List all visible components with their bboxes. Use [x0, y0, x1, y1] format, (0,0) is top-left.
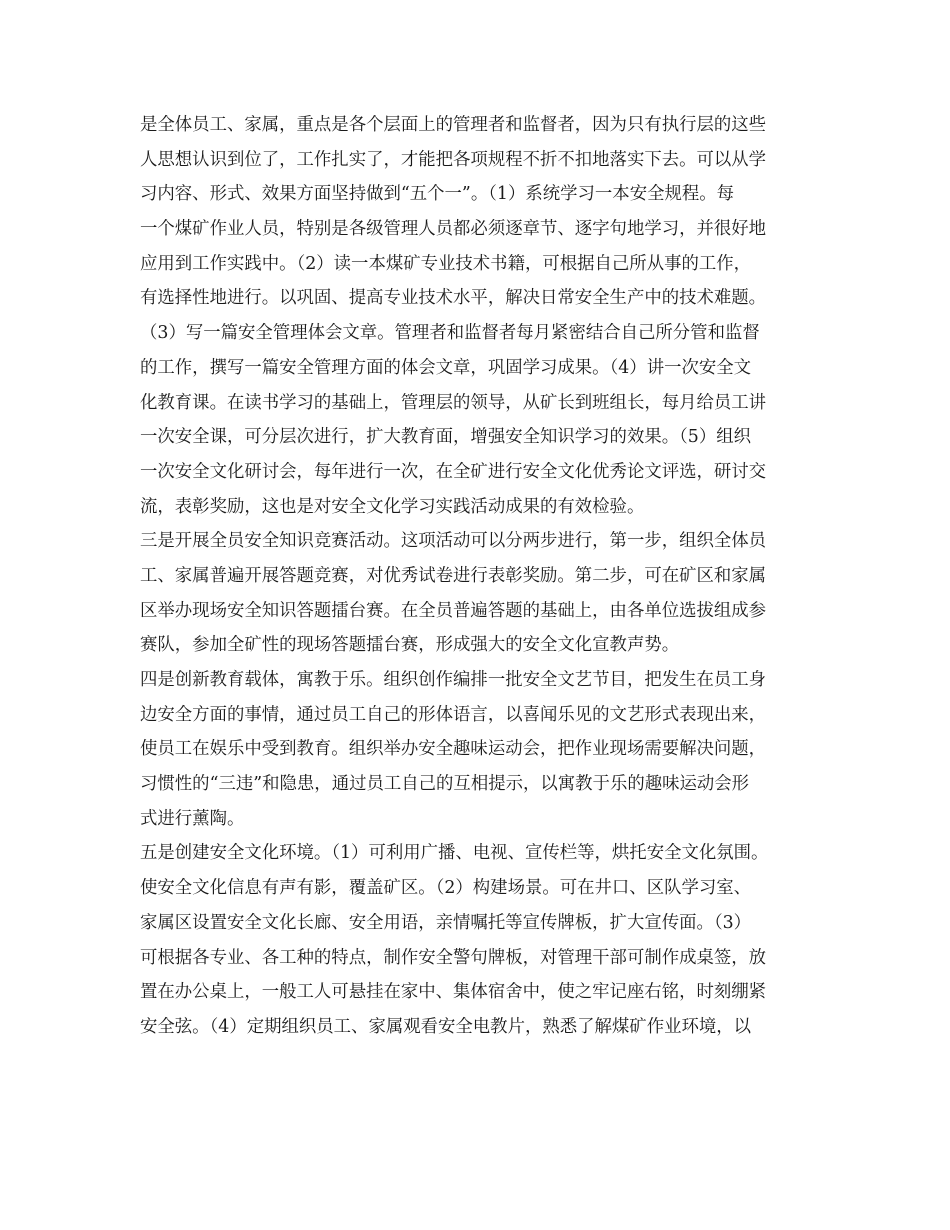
text-line: 使员工在娱乐中受到教育。组织举办安全趣味运动会，把作业现场需要解决问题，	[140, 739, 767, 760]
text-line: 的工作，撰写一篇安全管理方面的体会文章，巩固学习成果。（4）讲一次安全文	[140, 357, 752, 378]
text-line: 习惯性的“三违”和隐患，通过员工自己的互相提示，以寓教于乐的趣味运动会形	[140, 774, 750, 795]
text-line: 一次安全课，可分层次进行，扩大教育面，增强安全知识学习的效果。（5）组织	[140, 427, 752, 448]
text-line: 区举办现场安全知识答题擂台赛。在全员普遍答题的基础上，由各单位选拔组成参	[140, 600, 767, 621]
text-line: 式进行薰陶。	[140, 808, 245, 829]
text-line: 习内容、形式、效果方面坚持做到“五个一”。（1）系统学习一本安全规程。每	[140, 184, 735, 205]
text-line: 五是创建安全文化环境。（1）可利用广播、电视、宣传栏等，烘托安全文化氛围。	[140, 843, 769, 864]
text-line: 一次安全文化研讨会，每年进行一次，在全矿进行安全文化优秀论文评选，研讨交	[140, 461, 767, 482]
text-line: 流，表彰奖励，这也是对安全文化学习实践活动成果的有效检验。	[140, 496, 645, 517]
text-line: 赛队，参加全矿性的现场答题擂台赛，形成强大的安全文化宣教声势。	[140, 635, 680, 656]
text-line: 边安全方面的事情，通过员工自己的形体语言，以喜闻乐见的文艺形式表现出来，	[140, 704, 767, 725]
text-line: 家属区设置安全文化长廊、安全用语，亲情嘱托等宣传牌板，扩大宣传面。（3）	[140, 912, 752, 933]
text-line: 是全体员工、家属，重点是各个层面上的管理者和监督者，因为只有执行层的这些	[140, 115, 767, 135]
text-line: 可根据各专业、各工种的特点，制作安全警句牌板，对管理干部可制作成桌签，放	[140, 947, 767, 968]
text-line: 人思想认识到位了，工作扎实了，才能把各项规程不折不扣地落实下去。可以从学	[140, 149, 767, 170]
text-line: 工、家属普遍开展答题竞赛，对优秀试卷进行表彰奖励。第二步，可在矿区和家属	[140, 565, 767, 586]
text-line: 置在办公桌上，一般工人可悬挂在家中、集体宿舍中，使之牢记座右铭，时刻绷紧	[140, 982, 767, 1003]
text-line: 安全弦。（4）定期组织员工、家属观看安全电教片，熟悉了解煤矿作业环境，以	[140, 1016, 752, 1037]
text-line: 应用到工作实践中。（2）读一本煤矿专业技术书籍，可根据自己所从事的工作，	[140, 253, 752, 274]
text-line: 一个煤矿作业人员，特别是各级管理人员都必须逐章节、逐字句地学习，并很好地	[140, 219, 767, 240]
text-line: 有选择性地进行。以巩固、提高专业技术水平，解决日常安全生产中的技术难题。	[140, 288, 767, 309]
text-line: 化教育课。在读书学习的基础上，管理层的领导，从矿长到班组长，每月给员工讲	[140, 392, 767, 413]
text-line: 四是创新教育载体，寓教于乐。组织创作编排一批安全文艺节目，把发生在员工身	[140, 670, 767, 690]
text-line: 三是开展全员安全知识竞赛活动。这项活动可以分两步进行，第一步，组织全体员	[140, 531, 767, 552]
body-text	[140, 108, 830, 1045]
text-line: （3）写一篇安全管理体会文章。管理者和监督者每月紧密结合自己所分管和监督	[140, 323, 760, 344]
text-line: 使安全文化信息有声有影，覆盖矿区。（2）构建场景。可在井口、区队学习室、	[140, 878, 752, 899]
